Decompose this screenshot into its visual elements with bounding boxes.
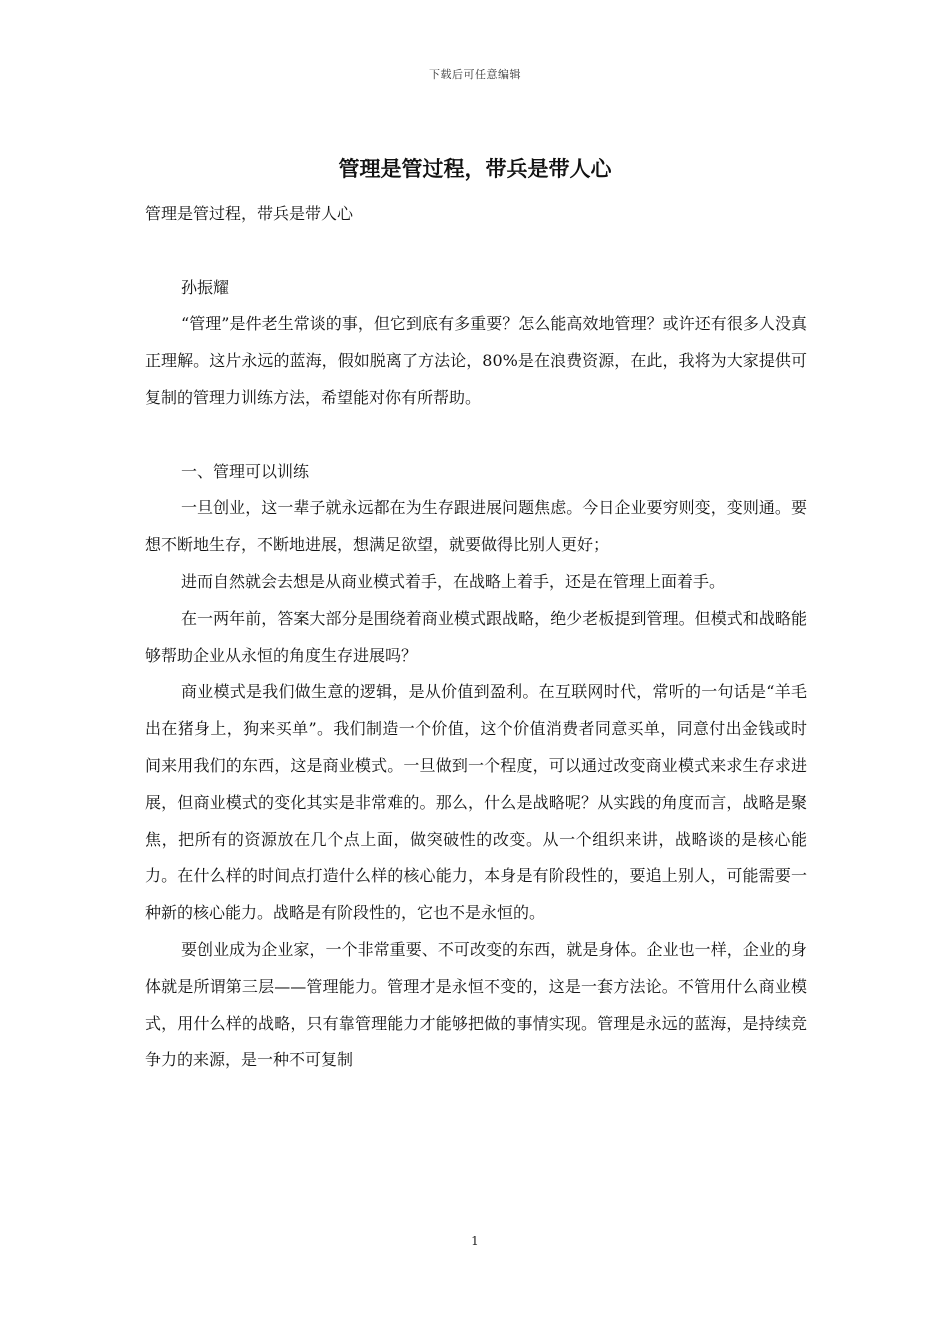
author-line: 孙振耀	[181, 277, 230, 297]
blank-line	[145, 233, 807, 270]
body-paragraph: 要创业成为企业家，一个非常重要、不可改变的东西，就是身体。企业也一样，企业的身体就是所谓第三层——管理能力。管理才是永恒不变的，这是一套方法论。不管用什么商业模式，用什么样的战略，只有靠管理能力才能够把做的事情实现。管理是永远的蓝海，是持续竞争力的来源，是一种不可复制	[145, 939, 807, 1070]
section-heading: 一、管理可以训练	[181, 461, 310, 481]
document-title: 管理是管过程，带兵是带人心	[338, 156, 612, 181]
document-body	[145, 196, 807, 1079]
intro-paragraph: “管理”是件老生常谈的事，但它到底有多重要？怎么能高效地管理？或许还有很多人没真正理解。这片永远的蓝海，假如脱离了方法论，80%是在浪费资源，在此，我将为大家提供可复制的管理力训练方法，希望能对你有所帮助。	[145, 314, 807, 407]
body-paragraph: 商业模式是我们做生意的逻辑，是从价值到盈利。在互联网时代，常听的一句话是“羊毛出在猪身上，狗来买单”。我们制造一个价值，这个价值消费者同意买单，同意付出金钱或时间来用我们的东西，这是商业模式。一旦做到一个程度，可以通过改变商业模式来求生存求进展，但商业模式的变化其实是非常难的。那么，什么是战略呢？从实践的角度而言，战略是聚焦，把所有的资源放在几个点上面，做突破性的改变。从一个组织来讲，战略谈的是核心能力。在什么样的时间点打造什么样的核心能力，本身是有阶段性的，要追上别人，可能需要一种新的核心能力。战略是有阶段性的，它也不是永恒的。	[145, 682, 807, 923]
subtitle-line: 管理是管过程，带兵是带人心	[145, 204, 354, 223]
body-paragraph: 进而自然就会去想是从商业模式着手，在战略上着手，还是在管理上面着手。	[181, 571, 726, 591]
body-paragraph: 在一两年前，答案大部分是围绕着商业模式跟战略，绝少老板提到管理。但模式和战略能够帮助企业从永恒的角度生存进展吗？	[145, 608, 807, 665]
header-note: 下载后可任意编辑	[429, 68, 521, 81]
body-paragraph: 一旦创业，这一辈子就永远都在为生存跟进展问题焦虑。今日企业要穷则变，变则通。要想不断地生存，不断地进展，想满足欲望，就要做得比别人更好；	[145, 498, 807, 555]
blank-line	[145, 417, 807, 454]
page-number: 1	[471, 1234, 479, 1248]
